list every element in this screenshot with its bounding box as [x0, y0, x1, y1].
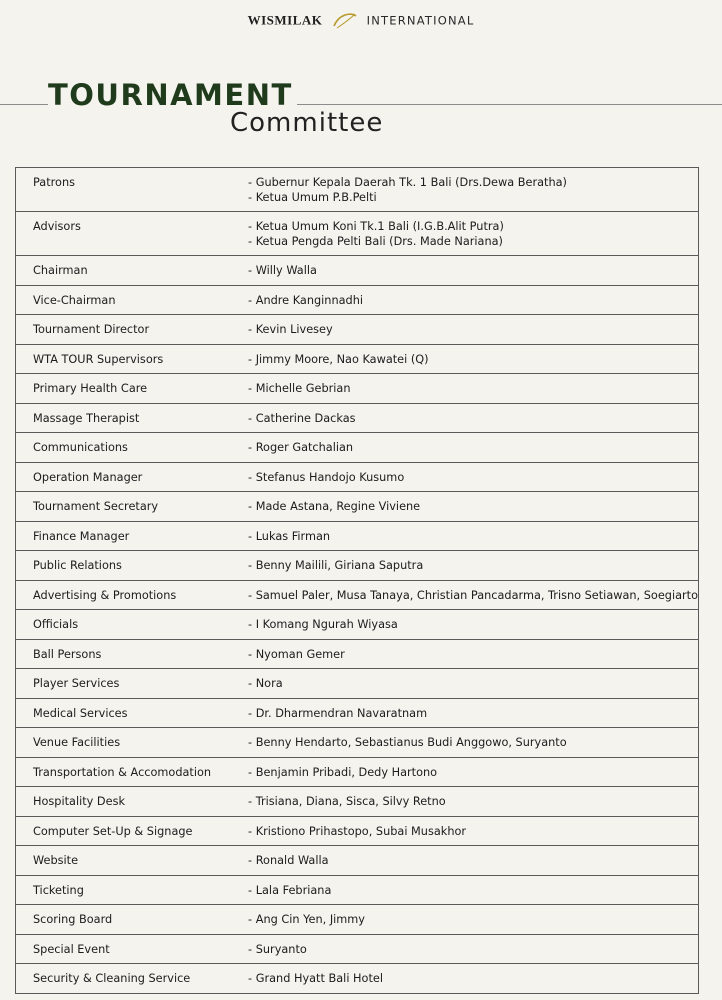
table-row [16, 315, 699, 345]
table-row [16, 403, 699, 433]
committee-members [248, 669, 698, 699]
member-name: - I Komang Ngurah Wiyasa [248, 618, 398, 631]
member-name: - Dr. Dharmendran Navaratnam [248, 706, 428, 720]
table-row [16, 669, 699, 699]
member-name: - Benjamin Pribadi, Dedy Hartono [248, 765, 438, 779]
committee-members [248, 905, 698, 935]
page-subtitle: Committee [230, 108, 384, 138]
member-name: - Ketua Umum Koni Tk.1 Bali (I.G.B.Alit Putra) [248, 220, 504, 233]
committee-role: Chairman [16, 256, 249, 286]
table-row [16, 492, 699, 522]
committee-members [248, 551, 698, 581]
table-row [16, 462, 699, 492]
member-name: - Benny Mailili, Giriana Saputra [248, 559, 424, 572]
committee-role: Website [16, 846, 249, 876]
committee-role: Tournament Director [16, 315, 249, 345]
committee-members [248, 875, 698, 905]
member-name: - Kristiono Prihastopo, Subai Musakhor [248, 824, 467, 838]
committee-role: Medical Services [16, 698, 249, 728]
title-block [0, 78, 722, 148]
table-row [16, 285, 699, 315]
committee-role: Special Event [16, 934, 249, 964]
wismilak-logo-icon [331, 12, 359, 30]
committee-members [248, 580, 698, 610]
committee-members [248, 787, 698, 817]
member-name: - Michelle Gebrian [248, 382, 351, 395]
committee-table-body [16, 168, 699, 994]
member-name: - Ketua Pengda Pelti Bali (Drs. Made Nariana) [248, 234, 503, 248]
brand-header [0, 12, 722, 30]
member-name: - Ketua Umum P.B.Pelti [248, 190, 377, 204]
committee-role: Officials [16, 610, 249, 640]
table-row [16, 580, 699, 610]
committee-members [248, 964, 698, 994]
committee-role: Advertising & Promotions [16, 580, 249, 610]
committee-members [248, 610, 698, 640]
member-name: - Catherine Dackas [248, 411, 356, 425]
member-name: - Made Astana, Regine Viviene [248, 500, 421, 513]
committee-members [248, 639, 698, 669]
committee-members [248, 462, 698, 492]
table-row [16, 728, 699, 758]
member-name: - Samuel Paler, Musa Tanaya, Christian Pancadarma, Trisno Setiawan, Soegiarto [248, 588, 698, 602]
table-row [16, 757, 699, 787]
committee-table [15, 167, 699, 994]
member-name: - Roger Gatchalian [248, 441, 354, 454]
member-name: - Nyoman Gemer [248, 647, 345, 661]
table-row [16, 875, 699, 905]
table-row [16, 964, 699, 994]
table-row [16, 610, 699, 640]
member-name: - Lukas Firman [248, 529, 331, 543]
table-row [16, 639, 699, 669]
committee-members [248, 698, 698, 728]
table-row [16, 846, 699, 876]
table-row [16, 934, 699, 964]
committee-members [248, 374, 698, 404]
committee-members [248, 433, 698, 463]
committee-role: Player Services [16, 669, 249, 699]
committee-members [248, 816, 698, 846]
member-name: - Benny Hendarto, Sebastianus Budi Anggowo, Suryanto [248, 736, 567, 749]
brand-name-right: INTERNATIONAL [366, 13, 475, 28]
committee-role: Operation Manager [16, 462, 249, 492]
committee-role: Venue Facilities [16, 728, 249, 758]
table-row [16, 344, 699, 374]
committee-role: Ball Persons [16, 639, 249, 669]
committee-role: Ticketing [16, 875, 249, 905]
table-row [16, 433, 699, 463]
committee-members [248, 168, 698, 212]
committee-members [248, 256, 698, 286]
table-row [16, 698, 699, 728]
committee-role: WTA TOUR Supervisors [16, 344, 249, 374]
table-row [16, 787, 699, 817]
committee-members [248, 344, 698, 374]
member-name: - Gubernur Kepala Daerah Tk. 1 Bali (Drs.Dewa Beratha) [248, 176, 567, 189]
table-row [16, 905, 699, 935]
committee-role: Primary Health Care [16, 374, 249, 404]
committee-role: Scoring Board [16, 905, 249, 935]
committee-role: Patrons [16, 168, 249, 212]
committee-members [248, 212, 698, 256]
committee-role: Computer Set-Up & Signage [16, 816, 249, 846]
table-row [16, 521, 699, 551]
member-name: - Lala Febriana [248, 883, 332, 897]
committee-role: Communications [16, 433, 249, 463]
committee-members [248, 728, 698, 758]
committee-members [248, 315, 698, 345]
member-name: - Ronald Walla [248, 854, 329, 867]
table-row [16, 168, 699, 212]
committee-role: Hospitality Desk [16, 787, 249, 817]
committee-members [248, 757, 698, 787]
page-title: TOURNAMENT [48, 78, 297, 112]
committee-members [248, 846, 698, 876]
committee-role: Finance Manager [16, 521, 249, 551]
member-name: - Stefanus Handojo Kusumo [248, 470, 405, 484]
member-name: - Jimmy Moore, Nao Kawatei (Q) [248, 352, 429, 366]
member-name: - Suryanto [248, 942, 307, 956]
committee-members [248, 492, 698, 522]
member-name: - Nora [248, 677, 283, 690]
committee-members [248, 403, 698, 433]
table-row [16, 212, 699, 256]
committee-members [248, 521, 698, 551]
table-row [16, 256, 699, 286]
committee-members [248, 934, 698, 964]
committee-role: Public Relations [16, 551, 249, 581]
member-name: - Trisiana, Diana, Sisca, Silvy Retno [248, 795, 446, 808]
committee-role: Vice-Chairman [16, 285, 249, 315]
member-name: - Grand Hyatt Bali Hotel [248, 972, 383, 985]
committee-role: Tournament Secretary [16, 492, 249, 522]
member-name: - Willy Walla [248, 264, 317, 277]
table-row [16, 374, 699, 404]
member-name: - Kevin Livesey [248, 323, 333, 336]
member-name: - Andre Kanginnadhi [248, 293, 364, 307]
member-name: - Ang Cin Yen, Jimmy [248, 913, 365, 926]
table-row [16, 551, 699, 581]
committee-role: Advisors [16, 212, 249, 256]
committee-members [248, 285, 698, 315]
brand-name-left: WISMILAK [247, 12, 323, 28]
committee-role: Security & Cleaning Service [16, 964, 249, 994]
committee-role: Massage Therapist [16, 403, 249, 433]
table-row [16, 816, 699, 846]
committee-role: Transportation & Accomodation [16, 757, 249, 787]
